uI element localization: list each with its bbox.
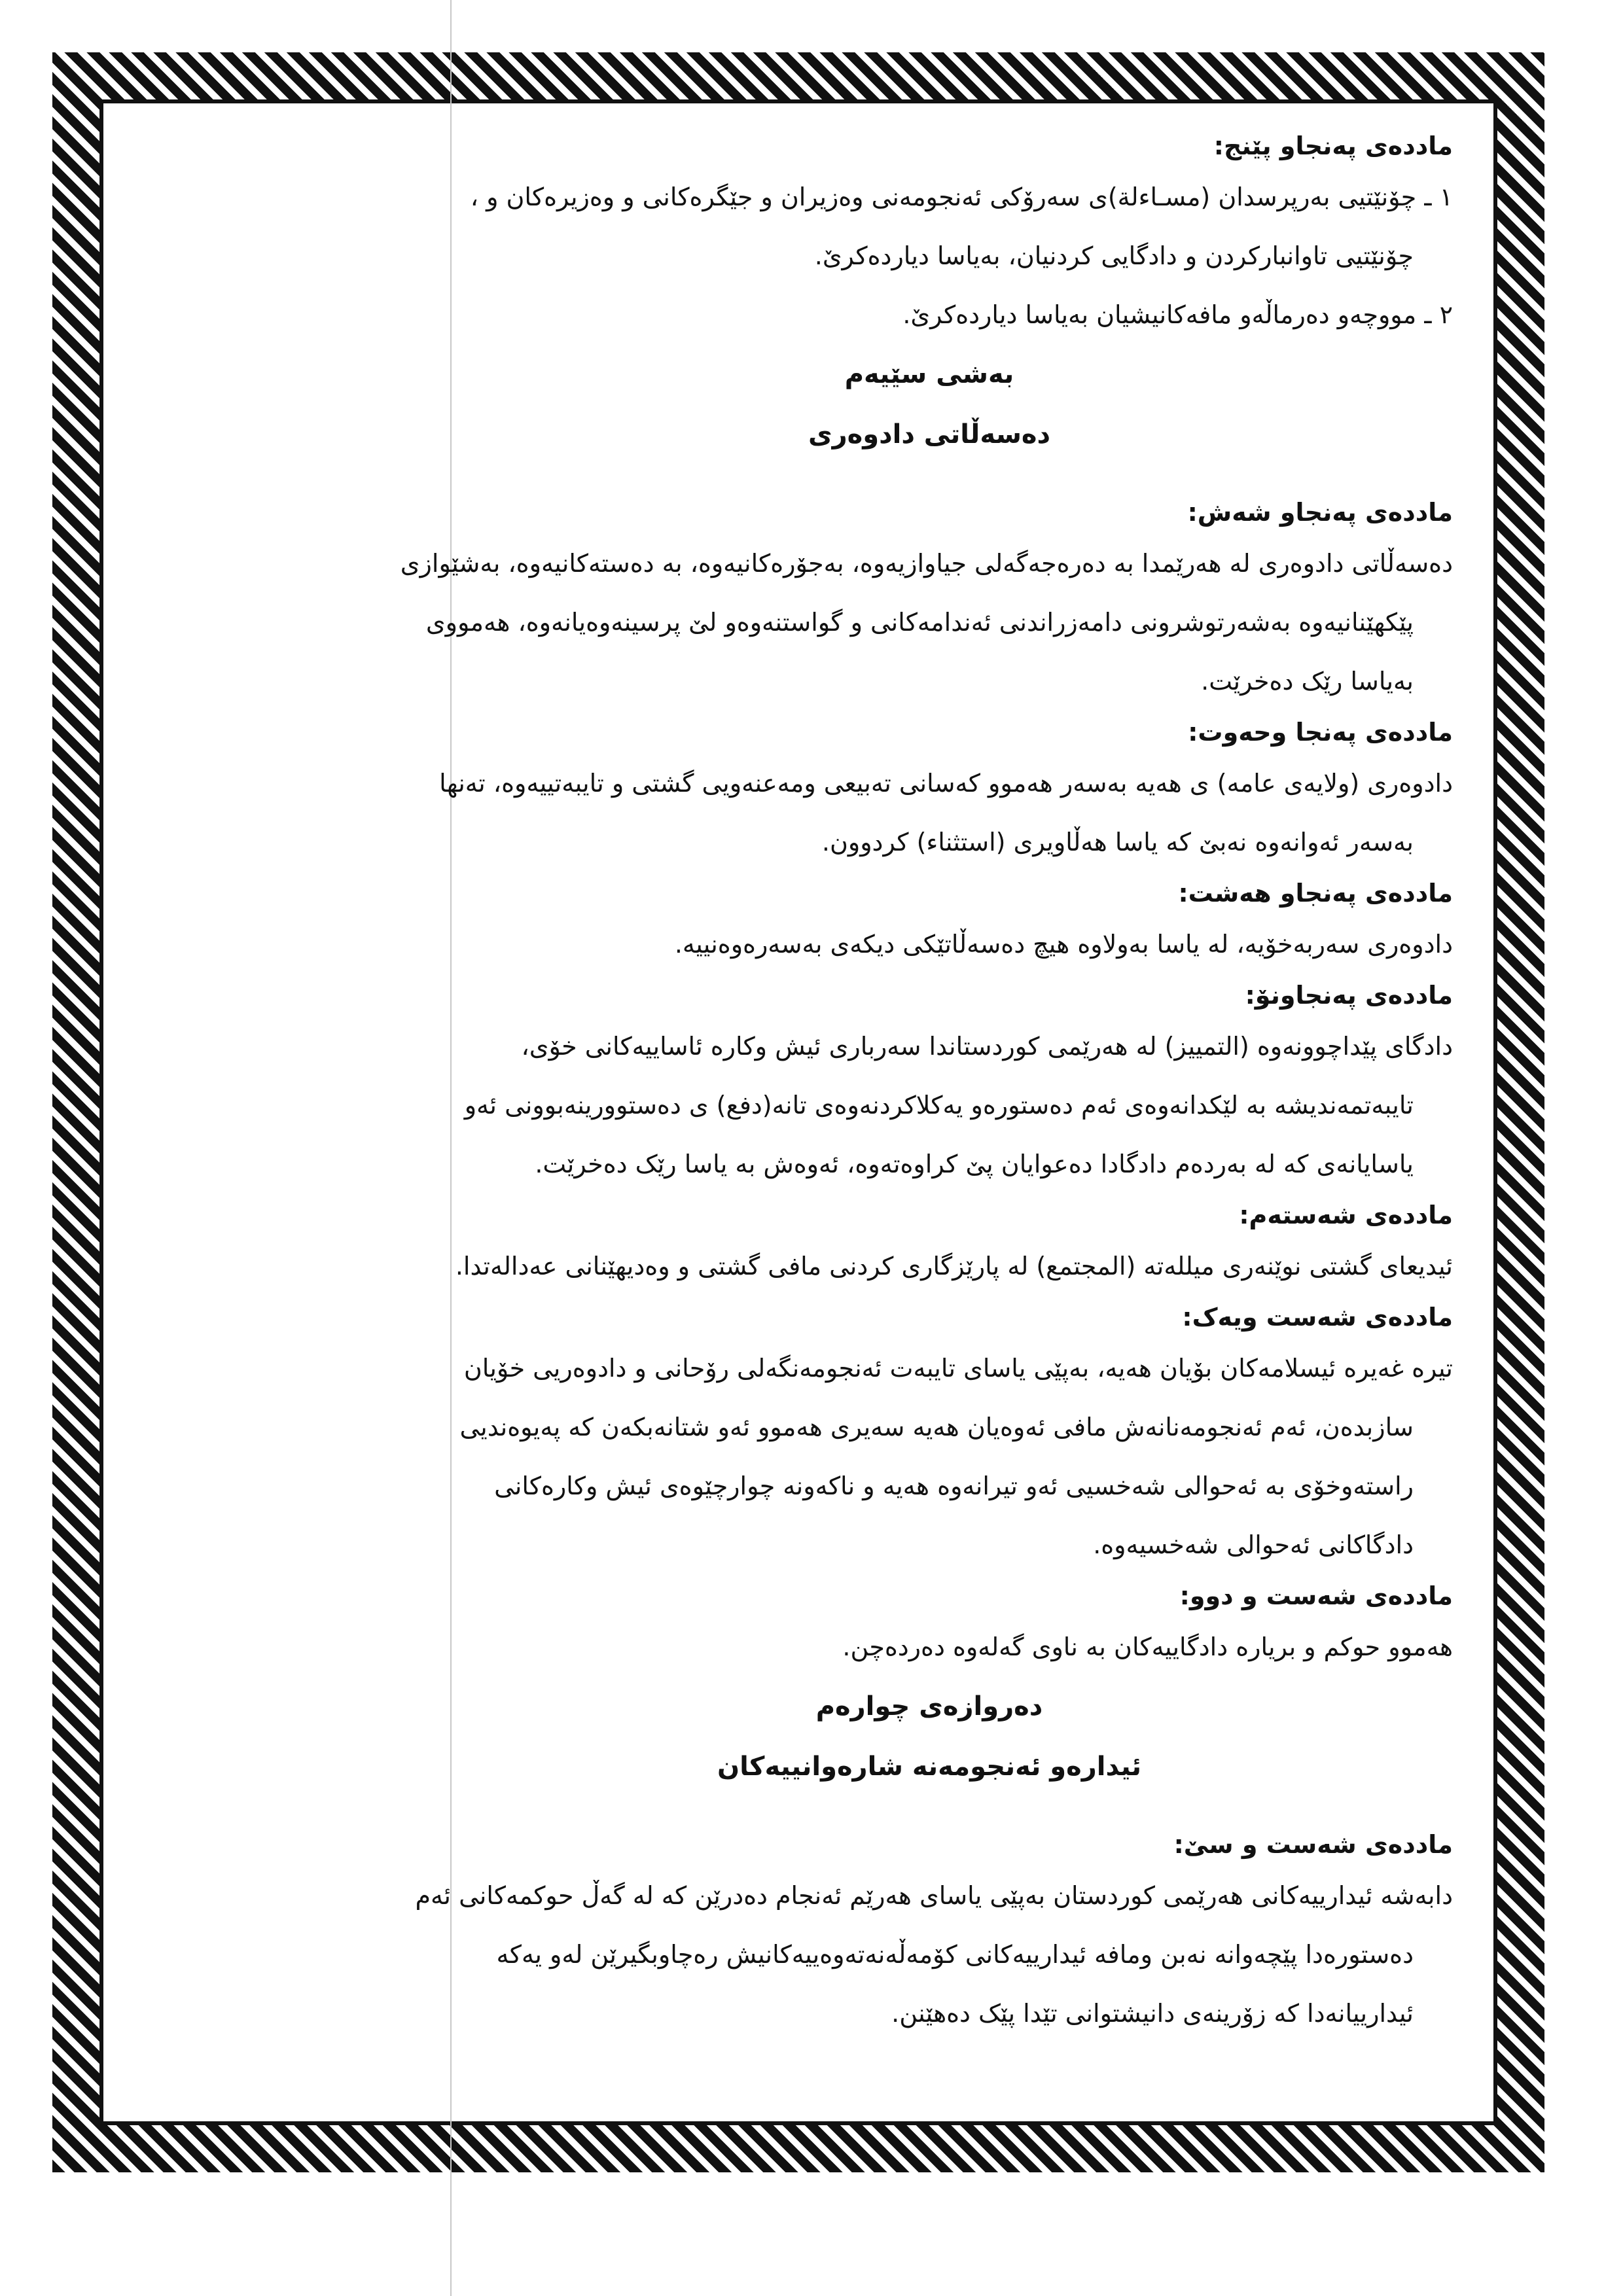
article-62-line-1: هەموو حوکم و بریارە دادگاییەکان بە ناوی گەلەوە دەردەچن. bbox=[842, 1633, 1453, 1661]
article-57-heading: ماددەی پەنجا وحەوت: bbox=[1188, 718, 1453, 747]
article-63-line-2: دەستورەدا پێچەوانە نەبن ومافە ئیدارییەکانی کۆمەڵەنەتەوەییەکانیش رەچاوبگیرێن لەو یەکە bbox=[496, 1940, 1414, 1969]
article-59-line-2: تایبەتمەندیشە بە لێکدانەوەی ئەم دەستورەو یەکلاکردنەوەی تانە(دفع) ی دەستوورینەبوونی ئەو bbox=[464, 1091, 1414, 1120]
article-59-line-1: دادگای پێداچوونەوە (التمییز) لە هەرێمی کوردستاندا سەرباری ئیش وکارە ئاساییەکانی خۆی، bbox=[521, 1032, 1453, 1061]
article-61-line-2: سازبدەن، ئەم ئەنجومەنانەش مافی ئەوەیان هەیە سەیری هەموو ئەو شتانەبکەن کە پەیوەندیی bbox=[459, 1413, 1414, 1441]
article-59-heading: ماددەی پەنجاونۆ: bbox=[1245, 981, 1453, 1010]
article-60-heading: ماددەی شەستەم: bbox=[1239, 1201, 1453, 1229]
article-61-line-4: دادگاکانی ئەحوالی شەخسیەوە. bbox=[1093, 1530, 1414, 1559]
article-55-clause-1-line-2: چۆنێتیی تاوانبارکردن و دادگایی کردنیان، بەیاسا دیاردەکرێ. bbox=[814, 241, 1414, 270]
article-55-clause-1-line-1: ١ ـ چۆنێتیی بەرپرسدان (مسـاءلة)ی سەرۆکی ئەنجومەنی وەزیران و جێگرەکانی و وەزیرەکان و ، bbox=[470, 183, 1453, 211]
article-62-heading: ماددەی شەست و دوو: bbox=[1179, 1581, 1453, 1610]
document-body bbox=[144, 124, 1453, 2087]
article-61-heading: ماددەی شەست ویەک: bbox=[1182, 1303, 1453, 1332]
article-57-line-1: دادوەری (ولایەی عامە) ی هەیە بەسەر هەموو کەسانی تەبیعی ومەعنەویی گشتی و تایبەتییەوە، تەنها bbox=[439, 769, 1453, 798]
article-56-line-3: بەیاسا رێک دەخرێت. bbox=[1201, 667, 1414, 696]
article-59-line-3: یاسایانەی کە لە بەردەم دادگادا دەعوایان پێ کراوەتەوە، ئەوەش بە یاسا رێک دەخرێت. bbox=[535, 1150, 1414, 1178]
article-56-line-1: دەسەڵاتی دادوەری لە هەرێمدا بە دەرەجەگەلی جیاوازیەوە، بەجۆرەکانیەوە، بە دەستەکانیەوە، بەشێوازی bbox=[400, 549, 1453, 578]
article-55-heading: ماددەی پەنجاو پێنج: bbox=[1213, 132, 1453, 160]
section-3-title: بەشی سێیەم bbox=[844, 359, 1014, 389]
article-56-line-2: پێکهێنانیەوە بەشەرتوشرونی دامەزراندنی ئەندامەکانی و گواستنەوەو لێ پرسینەوەیانەوە، هەمووی bbox=[425, 608, 1414, 637]
chapter-4-title: دەروازەی چوارەم bbox=[815, 1691, 1043, 1722]
chapter-4-subtitle: ئیدارەو ئەنجومەنە شارەوانییەکان bbox=[717, 1752, 1141, 1782]
article-63-line-1: دابەشە ئیدارییەکانی هەرێمی کوردستان بەپێی یاسای هەرێم ئەنجام دەدرێن کە لە گەڵ حوکمەکانی ئەم bbox=[415, 1881, 1453, 1910]
section-3-subtitle: دەسەڵاتی دادوەری bbox=[808, 419, 1051, 450]
article-58-heading: ماددەی پەنجاو هەشت: bbox=[1178, 879, 1453, 908]
article-56-heading: ماددەی پەنجاو شەش: bbox=[1187, 498, 1453, 527]
article-55-clause-2: ٢ ـ مووچەو دەرماڵەو مافەکانیشیان بەیاسا دیاردەکرێ. bbox=[902, 300, 1453, 329]
article-63-heading: ماددەی شەست و سێ: bbox=[1173, 1830, 1453, 1859]
article-61-line-1: تیرە غەیرە ئیسلامەکان بۆیان هەیە، بەپێی یاسای تایبەت ئەنجومەنگەلی رۆحانی و دادوەریی خۆیان bbox=[463, 1354, 1453, 1383]
article-57-line-2: بەسەر ئەوانەوە نەبێ کە یاسا هەڵاویری (استثناء) کردوون. bbox=[821, 828, 1414, 857]
article-60-line-1: ئیدیعای گشتی نوێنەری میللەتە (المجتمع) لە پارێزگاری کردنی مافی گشتی و وەدیهێنانی عەدالەتدا. bbox=[455, 1252, 1453, 1280]
article-63-line-3: ئیدارییانەدا کە زۆرینەی دانیشتوانی تێدا پێک دەهێنن. bbox=[891, 1999, 1414, 2028]
article-61-line-3: راستەوخۆی بە ئەحوالی شەخسیی ئەو تیرانەوە هەیە و ناکەونە چوارچێوەی ئیش وکارەکانی bbox=[494, 1472, 1414, 1500]
article-58-line-1: دادوەری سەربەخۆیە، لە یاسا بەولاوە هیچ دەسەڵاتێکی دیکەی بەسەرەوەنییە. bbox=[674, 930, 1453, 959]
